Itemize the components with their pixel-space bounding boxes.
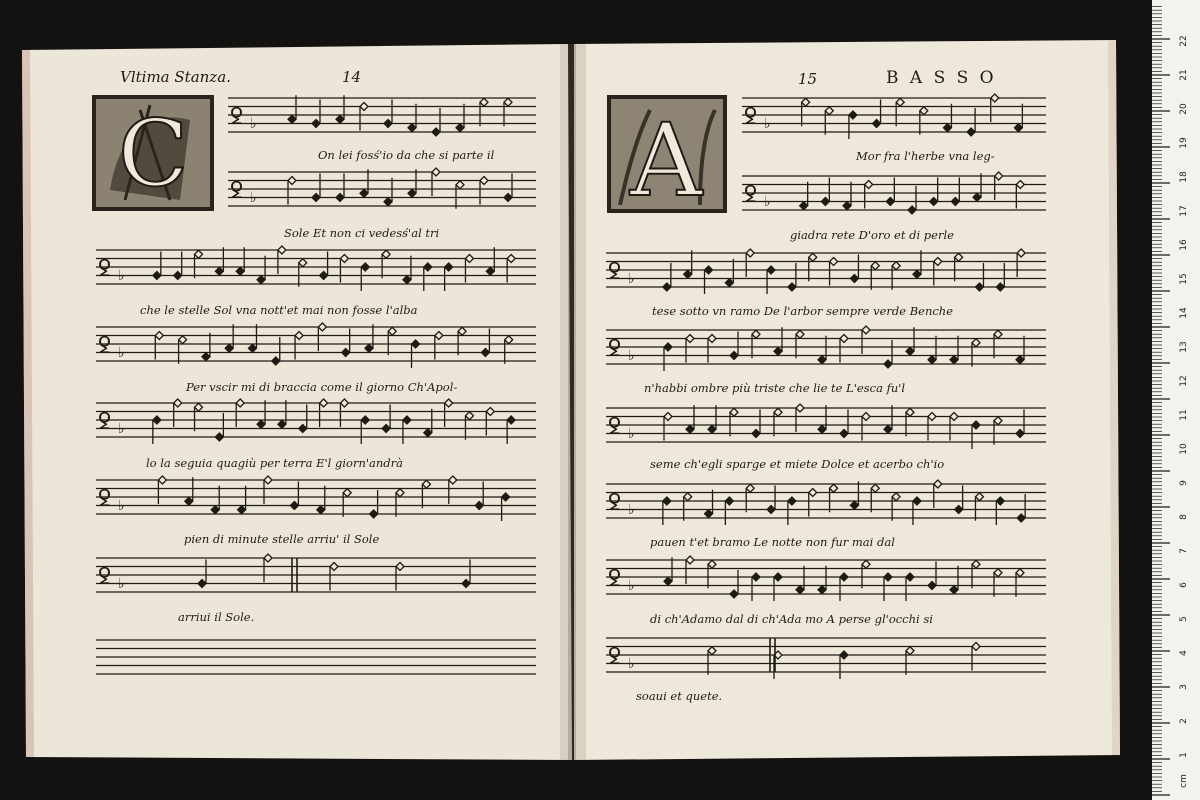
svg-text:♭: ♭ bbox=[118, 421, 125, 437]
right-lyric-line-7: di ch'Adamo dal di ch'Ada mo A perse gl'occhi si bbox=[650, 612, 933, 626]
ruler-number: 4 bbox=[1179, 650, 1189, 656]
ruler-number: 1 bbox=[1179, 752, 1189, 758]
svg-text:ꝿ: ꝿ bbox=[744, 105, 757, 130]
svg-text:♭: ♭ bbox=[250, 190, 257, 206]
svg-text:ꝿ: ꝿ bbox=[608, 337, 621, 362]
right-lyric-line-1: Mor fra l'herbe vna leg- bbox=[856, 149, 995, 163]
ruler-number: 12 bbox=[1179, 375, 1189, 387]
svg-text:ꝿ: ꝿ bbox=[98, 257, 111, 282]
right-lyric-line-5: seme ch'egli sparge et miete Dolce et acerbo ch'io bbox=[650, 457, 945, 471]
left-lyric-line-2: Sole Et non ci vedesś'al tri bbox=[284, 226, 440, 240]
svg-text:♭: ♭ bbox=[628, 348, 635, 364]
svg-text:ꝿ: ꝿ bbox=[608, 645, 621, 670]
svg-text:♭: ♭ bbox=[764, 116, 771, 132]
svg-text:ꝿ: ꝿ bbox=[608, 567, 621, 592]
svg-text:♭: ♭ bbox=[628, 578, 635, 594]
right-lyric-line-4: n'habbi ombre più triste che lie te L'esca fu'l bbox=[644, 381, 906, 395]
right-initial-letter: A bbox=[630, 102, 703, 219]
svg-text:♭: ♭ bbox=[628, 271, 635, 287]
svg-text:ꝿ: ꝿ bbox=[608, 260, 621, 285]
svg-text:ꝿ: ꝿ bbox=[744, 183, 757, 208]
left-lyric-line-7: arriui il Sole. bbox=[178, 610, 255, 624]
ruler-number: 17 bbox=[1179, 205, 1189, 217]
left-lyric-line-6: pien di minute stelle arriu' il Sole bbox=[184, 532, 380, 546]
svg-text:♭: ♭ bbox=[764, 194, 771, 210]
ruler-number: 7 bbox=[1179, 548, 1189, 554]
svg-text:♭: ♭ bbox=[628, 656, 635, 672]
left-lyric-line-5: lo la seguia quagiù per terra E'l giorn'andrà bbox=[146, 456, 403, 470]
left-page-header: Vltima Stanza. bbox=[120, 68, 231, 86]
ruler-number: 20 bbox=[1179, 103, 1189, 115]
left-page-number: 14 bbox=[342, 68, 362, 86]
left-initial-letter: C bbox=[118, 100, 189, 207]
svg-text:♭: ♭ bbox=[628, 426, 635, 442]
ruler-number: 6 bbox=[1179, 582, 1189, 588]
svg-text:ꝿ: ꝿ bbox=[230, 105, 243, 130]
svg-text:ꝿ: ꝿ bbox=[98, 334, 111, 359]
left-lyric-line-3: che le stelle Sol vna nott'et mai non fosse l'alba bbox=[140, 303, 418, 317]
ruler-unit-label: cm bbox=[1179, 774, 1189, 788]
right-lyric-line-2: giadra rete D'oro et di perle bbox=[790, 228, 954, 242]
right-page-number: 15 bbox=[798, 70, 818, 88]
right-lyric-line-6: pauen t'et bramo Le notte non fur mai dal bbox=[650, 535, 895, 549]
right-lyric-line-3: tese sotto vn ramo De l'arbor sempre verde Benche bbox=[652, 304, 954, 318]
ruler-number: 5 bbox=[1179, 616, 1189, 622]
ruler-number: 19 bbox=[1179, 137, 1189, 149]
svg-text:ꝿ: ꝿ bbox=[230, 179, 243, 204]
svg-text:♭: ♭ bbox=[250, 116, 257, 132]
ruler-number: 13 bbox=[1179, 341, 1189, 353]
left-lyric-line-4: Per vscir mi di braccia come il giorno Ch'Apol- bbox=[186, 380, 458, 394]
svg-text:ꝿ: ꝿ bbox=[98, 410, 111, 435]
ruler-number: 18 bbox=[1179, 171, 1189, 183]
ruler-number: 3 bbox=[1179, 684, 1189, 690]
svg-text:ꝿ: ꝿ bbox=[608, 415, 621, 440]
right-lyric-line-8: soaui et quete. bbox=[636, 689, 723, 703]
svg-text:♭: ♭ bbox=[628, 502, 635, 518]
svg-text:ꝿ: ꝿ bbox=[98, 487, 111, 512]
svg-text:♭: ♭ bbox=[118, 345, 125, 361]
svg-text:♭: ♭ bbox=[118, 268, 125, 284]
ruler-number: 15 bbox=[1179, 273, 1189, 285]
svg-text:ꝿ: ꝿ bbox=[98, 565, 111, 590]
ruler-number: 8 bbox=[1179, 514, 1189, 520]
left-lyric-line-1: On lei fosś'io da che si parte il bbox=[318, 148, 495, 162]
ruler-number: 22 bbox=[1179, 35, 1189, 47]
ruler-number: 21 bbox=[1179, 69, 1189, 81]
svg-text:♭: ♭ bbox=[118, 498, 125, 514]
ruler-number: 14 bbox=[1179, 307, 1189, 319]
ruler-number: 16 bbox=[1179, 239, 1189, 251]
ruler-number: 11 bbox=[1179, 409, 1189, 421]
ruler-number: 10 bbox=[1179, 443, 1189, 455]
voice-part-title: B A S S O bbox=[886, 68, 997, 88]
svg-text:ꝿ: ꝿ bbox=[608, 491, 621, 516]
ruler-number: 2 bbox=[1179, 718, 1189, 724]
svg-text:♭: ♭ bbox=[118, 576, 125, 592]
ruler-number: 9 bbox=[1179, 480, 1189, 486]
